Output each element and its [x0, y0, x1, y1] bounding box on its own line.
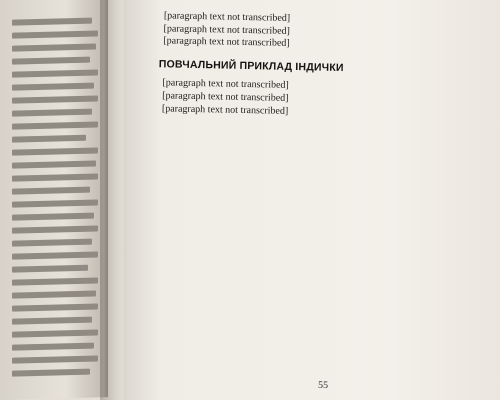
left-page-text-line — [12, 303, 98, 311]
left-page-text-line — [12, 199, 98, 207]
left-page-text-line — [12, 329, 98, 337]
left-page-text-line — [12, 121, 98, 129]
left-page-text-line — [12, 18, 92, 26]
left-page-text-line — [12, 135, 86, 143]
left-page-text-line — [12, 317, 92, 325]
left-page-edge — [0, 0, 108, 400]
page-number: 55 — [317, 379, 329, 392]
left-page-text-line — [12, 225, 98, 233]
left-page-text-line — [12, 173, 98, 181]
left-page-text-line — [12, 30, 98, 38]
left-page-text-line — [12, 43, 96, 51]
left-page-text-line — [12, 355, 98, 363]
left-page-text-line — [12, 213, 94, 221]
left-page-text-line — [12, 265, 88, 273]
left-page-text-line — [12, 57, 90, 65]
left-page-text-line — [12, 83, 94, 91]
section-heading: ПОВЧАЛЬНИЙ ПРИКЛАД ІНДИЧКИ — [158, 57, 344, 74]
left-page-text-line — [12, 369, 90, 377]
left-page-text-line — [12, 160, 96, 168]
book-gutter-shadow — [100, 0, 128, 400]
section-paragraph: [paragraph text not transcribed] — [162, 77, 289, 92]
body-paragraph: [paragraph text not transcribed] — [163, 35, 290, 50]
section-paragraph: [paragraph text not transcribed] — [162, 90, 289, 104]
left-page-text-line — [12, 187, 90, 195]
left-page-text-line — [12, 147, 98, 155]
left-page-text-line — [12, 343, 94, 351]
left-page-text-line — [12, 95, 98, 103]
left-page-text-line — [12, 239, 92, 247]
page-text — [142, 10, 476, 385]
left-page-text-line — [12, 109, 92, 117]
body-paragraph: [paragraph text not transcribed] — [163, 10, 291, 24]
left-page-text-line — [12, 290, 96, 298]
section-paragraph: [paragraph text not transcribed] — [161, 102, 289, 117]
body-paragraph: [paragraph text not transcribed] — [163, 22, 291, 37]
left-page-text-line — [12, 251, 98, 259]
left-page-text-line — [12, 277, 98, 285]
left-page-text-line — [12, 69, 98, 77]
